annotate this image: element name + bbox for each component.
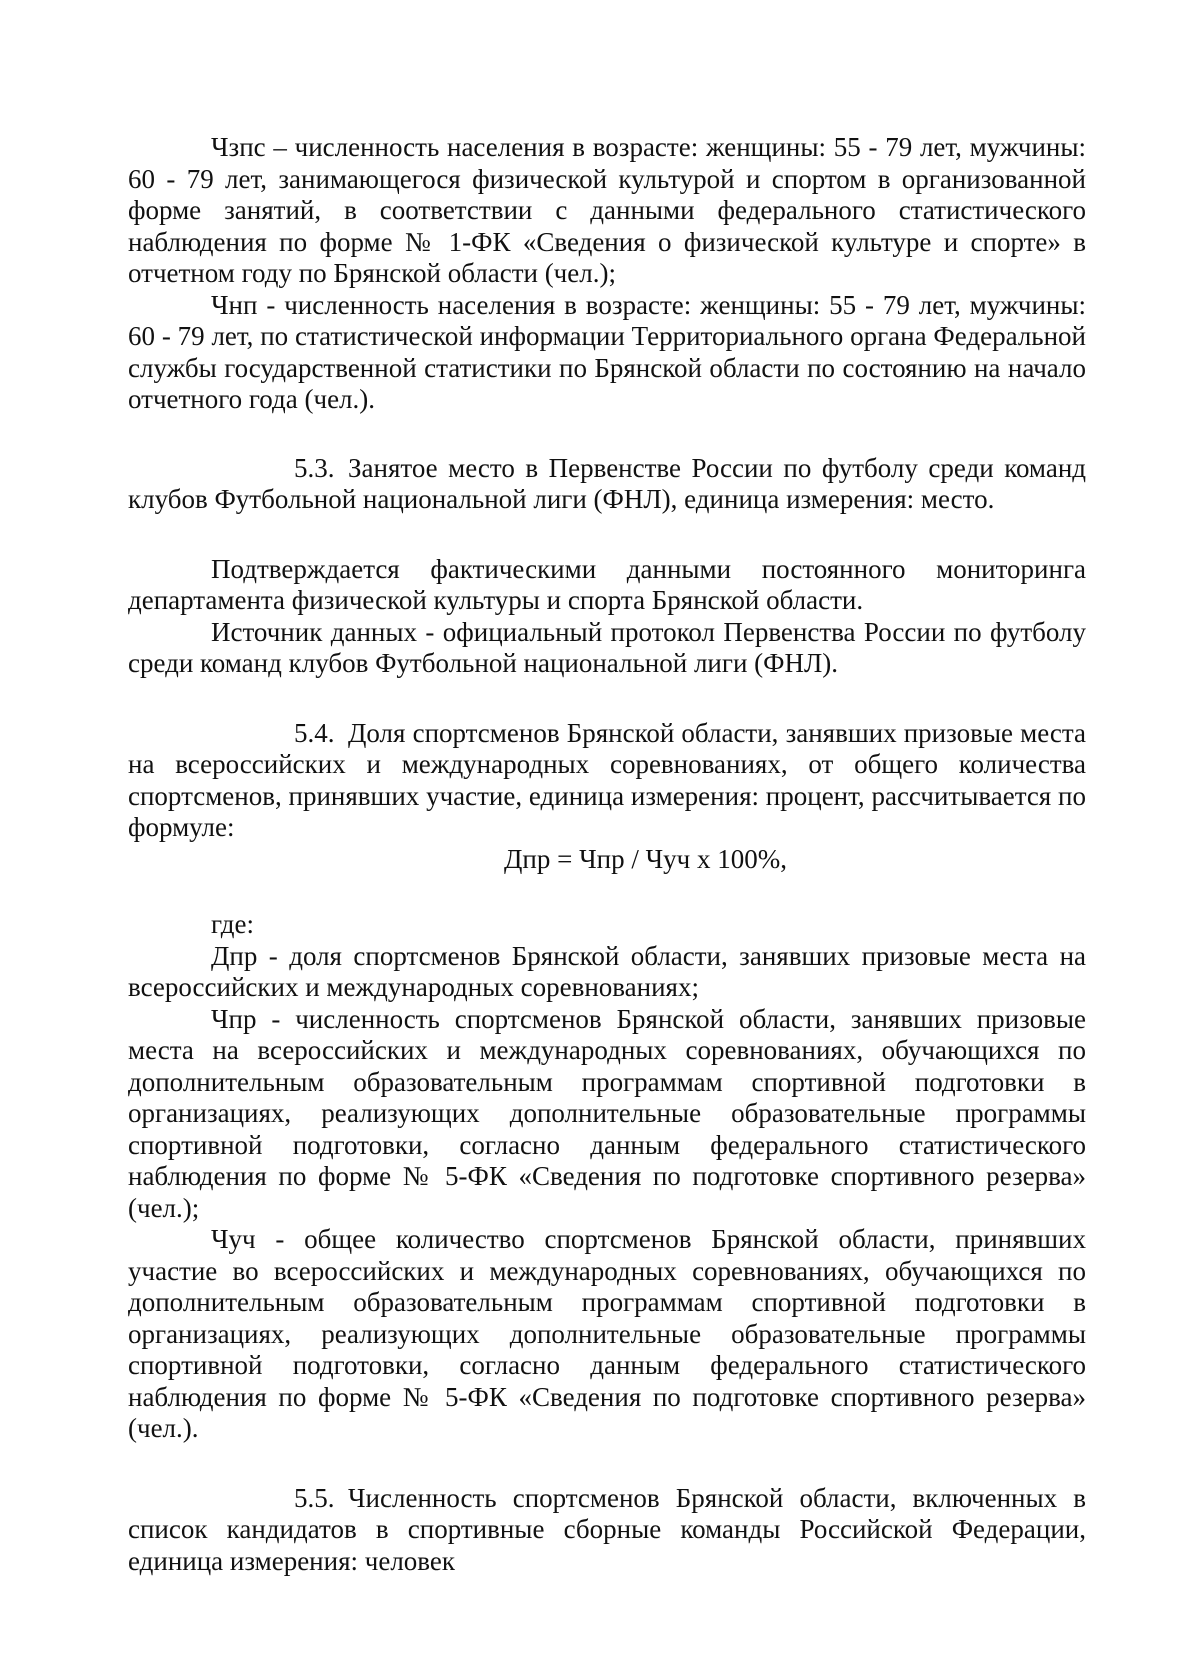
section-5-4: [128, 718, 1086, 844]
section-number: 5.3.: [294, 452, 335, 483]
section-number: 5.4.: [294, 717, 335, 748]
paragraph-chnp-definition: Чнп - численность населения в возрасте: женщины: 55 - 79 лет, мужчины: 60 - 79 лет, по статистической информации Территориального органа Федеральной службы государственной статистики по Брянской области по состоянию на начало отчетного года (чел.).: [128, 289, 1086, 414]
section-text: Доля спортсменов Брянской области, занявших призовые места на всероссийских и международных соревнованиях, от общего количества спортсменов, принявших участие, единица измерения: процент, рассчитывается по формуле:: [128, 717, 1086, 842]
document-page: [128, 132, 1086, 1577]
paragraph-data-source: Источник данных - официальный протокол Первенства России по футболу среди команд клубов Футбольной национальной лиги (ФНЛ).: [128, 616, 1086, 678]
paragraph-chzps-definition: Чзпс – численность населения в возрасте: женщины: 55 - 79 лет, мужчины: 60 - 79 лет, занимающегося физической культурой и спортом в организованной форме занятий, в соответствии с данными федерального статистического наблюдения по форме № 1-ФК «Сведения о физической культуре и спорте» в отчетном году по Брянской области (чел.);: [128, 132, 1086, 288]
section-5-5: [128, 1483, 1086, 1578]
paragraph-chuch-definition: Чуч - общее количество спортсменов Брянской области, принявших участие во всероссийских и международных соревнованиях, обучающихся по дополнительным образовательным программам спортивной подготовки в организациях, реализующих дополнительные образовательные программы спортивной подготовки, согласно данным федерального статистического наблюдения по форме № 5-ФК «Сведения по подготовке спортивного резерва» (чел.).: [128, 1224, 1086, 1443]
paragraph-dpr-definition: Дпр - доля спортсменов Брянской области, занявших призовые места на всероссийских и международных соревнованиях;: [128, 940, 1086, 1002]
formula-dpr: Дпр = Чпр / Чуч х 100%,: [504, 843, 787, 874]
section-text: Занятое место в Первенстве России по футболу среди команд клубов Футбольной национальной лиги (ФНЛ), единица измерения: место.: [128, 452, 1086, 514]
paragraph-chpr-definition: Чпр - численность спортсменов Брянской области, занявших призовые места на всероссийских и международных соревнованиях, обучающихся по дополнительным образовательным программам спортивной подготовки в организациях, реализующих дополнительные образовательные программы спортивной подготовки, согласно данным федерального статистического наблюдения по форме № 5-ФК «Сведения по подготовке спортивного резерва» (чел.);: [128, 1003, 1086, 1223]
paragraph-confirmation: Подтверждается фактическими данными постоянного мониторинга департамента физической культуры и спорта Брянской области.: [128, 553, 1086, 615]
where-label: где:: [211, 909, 254, 939]
section-number: 5.5.: [294, 1482, 335, 1513]
section-text: Численность спортсменов Брянской области, включенных в список кандидатов в спортивные сборные команды Российской Федерации, единица измерения: человек: [128, 1482, 1086, 1576]
section-5-3: [128, 453, 1086, 516]
